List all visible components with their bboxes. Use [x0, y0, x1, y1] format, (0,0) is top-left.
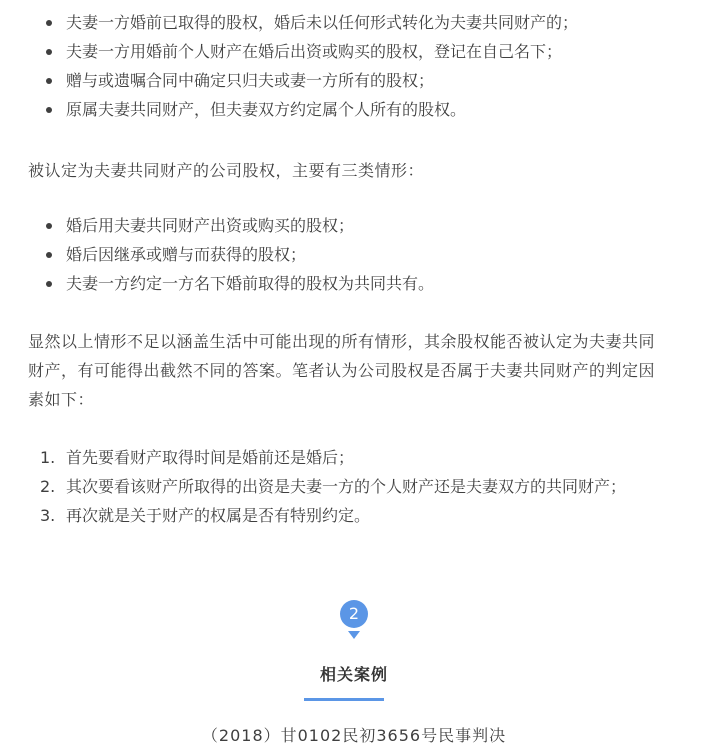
list-item: 夫妻一方用婚前个人财产在婚后出资或购买的股权，登记在自己名下；	[40, 37, 680, 66]
case-reference: （2018）甘0102民初3656号民事判决	[201, 726, 507, 745]
section-number-badge: 2	[340, 600, 368, 628]
list-item: 婚后用夫妻共同财产出资或购买的股权；	[40, 211, 680, 240]
list-item	[40, 501, 665, 530]
paragraph-joint-equity-intro: 被认定为夫妻共同财产的公司股权，主要有三类情形：	[28, 161, 425, 180]
down-triangle-icon	[348, 631, 360, 639]
section-number-marker	[0, 600, 708, 639]
list-item: 夫妻一方约定一方名下婚前取得的股权为共同共有。	[40, 269, 680, 298]
list-item	[40, 472, 665, 501]
list-item: 原属夫妻共同财产，但夫妻双方约定属个人所有的股权。	[40, 95, 680, 124]
list-number: 3.	[40, 506, 56, 525]
section-title-underline	[304, 698, 384, 701]
list-item: 婚后因继承或赠与而获得的股权；	[40, 240, 680, 269]
list-item-text: 再次就是关于财产的权属是否有特别约定。	[66, 506, 371, 525]
list-item: 赠与或遗嘱合同中确定只归夫或妻一方所有的股权；	[40, 66, 680, 95]
list-number: 1.	[40, 448, 56, 467]
numbered-list-factors	[40, 443, 665, 530]
list-item-text: 其次要看该财产所取得的出资是夫妻一方的个人财产还是夫妻双方的共同财产；	[66, 477, 627, 496]
bullet-list-joint-equity	[40, 211, 680, 298]
list-item: 夫妻一方婚前已取得的股权，婚后未以任何形式转化为夫妻共同财产的；	[40, 8, 680, 37]
section-title: 相关案例	[319, 665, 388, 684]
list-number: 2.	[40, 477, 56, 496]
list-item-text: 首先要看财产取得时间是婚前还是婚后；	[66, 448, 355, 467]
paragraph-factors-intro: 显然以上情形不足以涵盖生活中可能出现的所有情形，其余股权能否被认定为夫妻共同财产，有可能得出截然不同的答案。笔者认为公司股权是否属于夫妻共同财产的判定因素如下：	[28, 332, 656, 409]
bullet-list-personal-equity	[40, 8, 680, 124]
list-item	[40, 443, 665, 472]
